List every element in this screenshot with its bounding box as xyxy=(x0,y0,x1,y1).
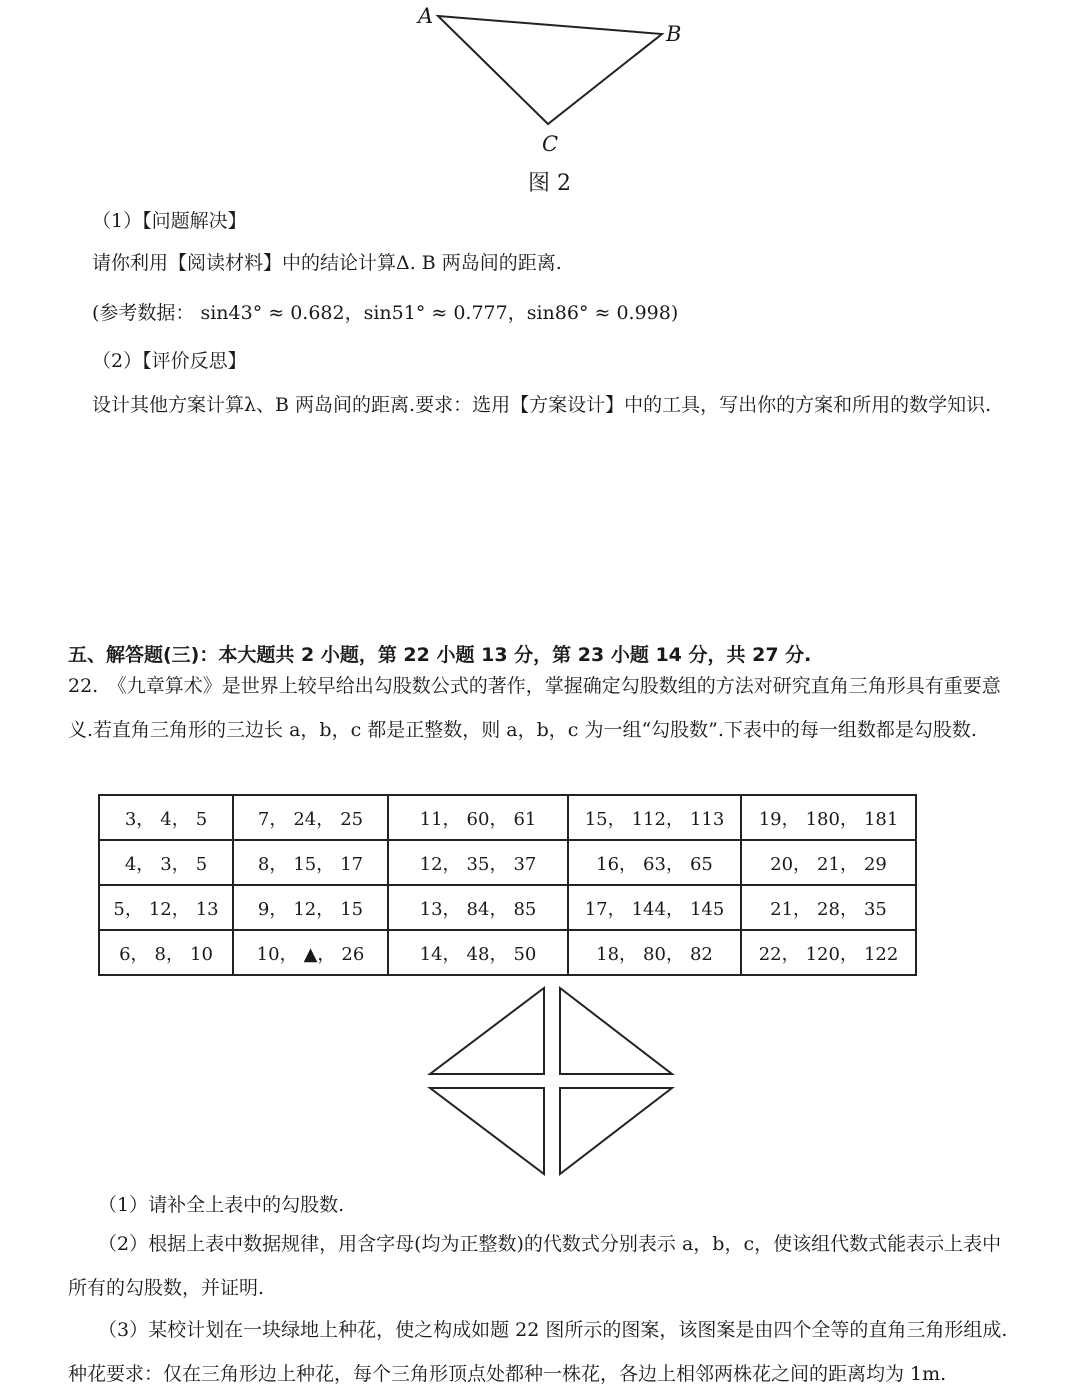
triple-number: 112 xyxy=(631,808,666,830)
triple-number: 180 xyxy=(805,808,840,830)
comma-separator: ， xyxy=(442,808,461,830)
comma-separator: ， xyxy=(619,943,638,965)
triple-number: 17 xyxy=(340,853,364,875)
triple-number: 15 xyxy=(340,898,364,920)
comma-separator: ， xyxy=(489,943,508,965)
comma-separator: ， xyxy=(607,808,626,830)
table-cell xyxy=(388,840,568,885)
comma-separator: ， xyxy=(317,943,336,965)
table-cell xyxy=(99,795,233,840)
comma-separator: ， xyxy=(269,808,288,830)
comma-separator: ， xyxy=(607,898,626,920)
triple-number: 84 xyxy=(466,898,490,920)
triple-number: 63 xyxy=(643,853,666,875)
table-cell xyxy=(388,885,568,930)
comma-separator: ， xyxy=(136,808,155,830)
table-cell xyxy=(568,795,741,840)
comma-separator: ， xyxy=(442,898,461,920)
table-cell xyxy=(99,930,233,975)
triple-number: 25 xyxy=(340,808,364,830)
q22-sub3: （3）某校计划在一块绿地上种花，使之构成如题 22 图所示的图案，该图案是由四个全等的直角三角形组成.种花要求：仅在三角形边上种花，每个三角形顶点处都种一株花，各边上相邻两株花之间的距离均为 1m. xyxy=(68,1319,1008,1385)
table-cell xyxy=(99,885,233,930)
comma-separator: ， xyxy=(781,808,800,830)
table-cell xyxy=(233,840,388,885)
triple-number: 122 xyxy=(863,943,899,965)
comma-separator: ， xyxy=(665,853,684,875)
comma-separator: ， xyxy=(124,898,143,920)
triple-number: 80 xyxy=(643,943,666,965)
triple-number: 50 xyxy=(513,943,537,965)
table-cell xyxy=(233,930,388,975)
triple-number: 10 xyxy=(256,943,280,965)
table-cell xyxy=(99,840,233,885)
comma-separator: ， xyxy=(269,853,288,875)
comma-separator: ， xyxy=(489,853,508,875)
triple-number: 21 xyxy=(817,853,840,875)
table-cell xyxy=(388,930,568,975)
figure-2-caption: 图 2 xyxy=(528,171,571,196)
comma-separator: ， xyxy=(136,853,155,875)
comma-separator: ， xyxy=(130,943,149,965)
comma-separator: ， xyxy=(442,853,461,875)
triple-number: 15 xyxy=(584,808,608,830)
triple-number: 20 xyxy=(770,853,794,875)
comma-separator: ， xyxy=(316,898,335,920)
comma-separator: ， xyxy=(442,943,461,965)
triple-number: 37 xyxy=(513,853,537,875)
table-cell xyxy=(568,885,741,930)
triple-number: 35 xyxy=(863,898,887,920)
comma-separator: ， xyxy=(316,853,335,875)
triple-number: 22 xyxy=(758,943,782,965)
comma-separator: ， xyxy=(171,808,190,830)
missing-value-marker: ▲ xyxy=(303,943,318,965)
vertex-label-c: C xyxy=(542,132,559,156)
triple-number: 8 xyxy=(257,853,270,875)
triple-number: 19 xyxy=(758,808,782,830)
triple-number: 12 xyxy=(419,853,443,875)
section-5-title: 五、解答题(三)：本大题共 2 小题，第 22 小题 13 分，第 23 小题 14 分，共 27 分. xyxy=(68,644,812,666)
triple-number: 26 xyxy=(341,943,365,965)
table-cell xyxy=(568,840,741,885)
triple-number: 24 xyxy=(293,808,317,830)
table-cell xyxy=(741,885,916,930)
triple-number: 144 xyxy=(631,898,666,920)
triple-number: 28 xyxy=(817,898,840,920)
triple-number: 65 xyxy=(689,853,713,875)
triple-number: 6 xyxy=(119,943,131,965)
triple-number: 12 xyxy=(293,898,317,920)
triangle-top-right xyxy=(560,988,672,1074)
vertex-label-b: B xyxy=(666,22,682,46)
triple-number: 10 xyxy=(190,943,213,965)
comma-separator: ， xyxy=(171,898,190,920)
triple-number: 12 xyxy=(148,898,172,920)
q22-sub1: （1）请补全上表中的勾股数. xyxy=(98,1194,345,1216)
table-cell xyxy=(388,795,568,840)
part2-heading: （2）【评价反思】 xyxy=(92,350,247,372)
vertex-label-a: A xyxy=(418,4,434,28)
comma-separator: ， xyxy=(781,943,800,965)
q22-intro: 22. 《九章算术》是世界上较早给出勾股数公式的著作，掌握确定勾股数组的方法对研究直角三角形具有重要意义.若直角三角形的三边长 a，b，c 都是正整数，则 a，b，c 为一组“勾股数”.下表中的每一组数都是勾股数. xyxy=(68,675,1001,741)
comma-separator: ， xyxy=(839,943,858,965)
triple-number: 17 xyxy=(584,898,608,920)
triple-number: 113 xyxy=(689,808,725,830)
table-cell xyxy=(233,795,388,840)
part2-text: 设计其他方案计算λ、B 两岛间的距离.要求：选用【方案设计】中的工具，写出你的方案和所用的数学知识. xyxy=(92,394,992,416)
triple-number: 8 xyxy=(154,943,166,965)
triple-number: 60 xyxy=(466,808,490,830)
comma-separator: ， xyxy=(665,808,684,830)
table-row xyxy=(99,885,916,930)
triple-number: 35 xyxy=(466,853,490,875)
triangle-abc xyxy=(438,16,662,124)
triple-number: 181 xyxy=(863,808,899,830)
comma-separator: ， xyxy=(316,808,335,830)
comma-separator: ， xyxy=(171,853,190,875)
triple-number: 4 xyxy=(160,808,172,830)
triple-number: 11 xyxy=(419,808,443,830)
comma-separator: ， xyxy=(489,808,508,830)
triple-number: 7 xyxy=(257,808,270,830)
triangle-bottom-right xyxy=(560,1088,672,1174)
triple-number: 14 xyxy=(419,943,443,965)
triple-number: 145 xyxy=(689,898,725,920)
table-row xyxy=(99,840,916,885)
table-cell xyxy=(741,795,916,840)
triple-number: 16 xyxy=(596,853,620,875)
table-cell xyxy=(568,930,741,975)
table-row xyxy=(99,930,916,975)
comma-separator: ， xyxy=(839,898,858,920)
comma-separator: ， xyxy=(665,898,684,920)
comma-separator: ， xyxy=(793,898,812,920)
pythagorean-table xyxy=(98,794,917,976)
triple-number: 29 xyxy=(863,853,887,875)
triangle-bottom-left xyxy=(430,1088,544,1174)
part1-reference: (参考数据： sin43° ≈ 0.682，sin51° ≈ 0.777，sin86° ≈ 0.998) xyxy=(92,302,679,324)
table-row xyxy=(99,795,916,840)
comma-separator: ， xyxy=(279,943,298,965)
triple-number: 18 xyxy=(596,943,620,965)
triple-number: 15 xyxy=(293,853,317,875)
comma-separator: ， xyxy=(793,853,812,875)
triple-number: 85 xyxy=(513,898,537,920)
triple-number: 13 xyxy=(195,898,219,920)
triple-number: 48 xyxy=(466,943,490,965)
table-cell xyxy=(233,885,388,930)
triple-number: 13 xyxy=(419,898,443,920)
part1-heading: （1）【问题解决】 xyxy=(92,210,247,232)
comma-separator: ， xyxy=(489,898,508,920)
comma-separator: ， xyxy=(839,808,858,830)
comma-separator: ， xyxy=(665,943,684,965)
triple-number: 5 xyxy=(195,808,208,830)
table-cell xyxy=(741,930,916,975)
table-cell xyxy=(741,840,916,885)
triple-number: 5 xyxy=(195,853,208,875)
comma-separator: ， xyxy=(269,898,288,920)
triple-number: 3 xyxy=(124,808,137,830)
triple-number: 5 xyxy=(113,898,125,920)
triple-number: 82 xyxy=(689,943,713,965)
triple-number: 9 xyxy=(257,898,270,920)
triple-number: 21 xyxy=(770,898,794,920)
comma-separator: ， xyxy=(166,943,184,965)
triple-number: 61 xyxy=(513,808,537,830)
triple-number: 4 xyxy=(124,853,137,875)
triangle-top-left xyxy=(430,988,544,1074)
q22-figure-four-triangles xyxy=(420,982,680,1182)
part1-text: 请你利用【阅读材料】中的结论计算Δ. B 两岛间的距离. xyxy=(92,252,562,274)
triple-number: 3 xyxy=(160,853,172,875)
q22-sub2: （2）根据上表中数据规律，用含字母(均为正整数)的代数式分别表示 a，b，c，使该组代数式能表示上表中所有的勾股数，并证明. xyxy=(68,1233,1002,1299)
comma-separator: ， xyxy=(839,853,858,875)
triple-number: 120 xyxy=(805,943,840,965)
comma-separator: ， xyxy=(619,853,638,875)
